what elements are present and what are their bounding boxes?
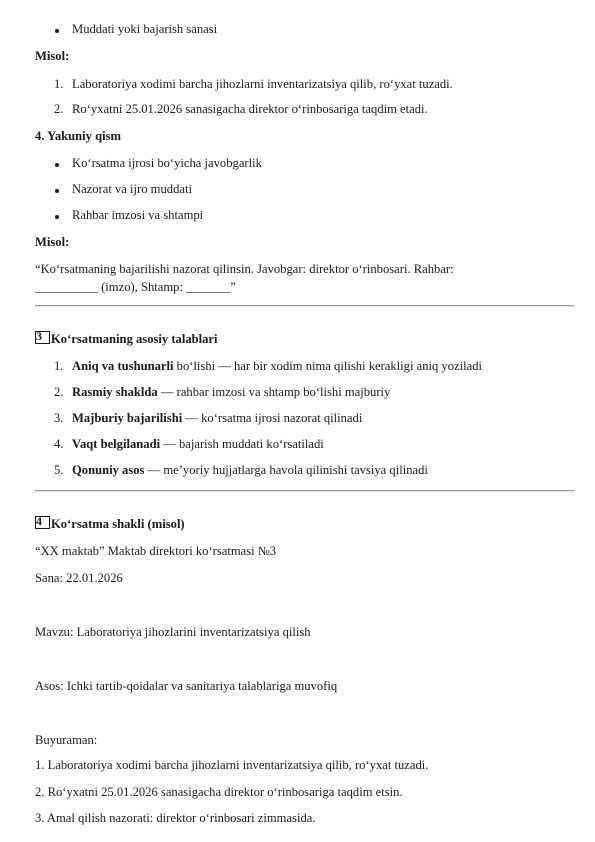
section-heading xyxy=(35,516,185,533)
list-number: 2. xyxy=(54,385,64,399)
list-item: Rasmiy shaklda — rahbar imzosi va shtamp bo‘lishi majburiy xyxy=(72,385,391,399)
list-number: 2. xyxy=(54,102,64,116)
order-item: 3. Amal qilish nazorati: direktor o‘rinbosari zimmasida. xyxy=(35,811,316,825)
list-number: 4. xyxy=(54,437,64,451)
order-label: Buyuraman: xyxy=(35,733,98,747)
bullet-marker xyxy=(55,29,59,33)
horizontal-divider xyxy=(35,305,574,307)
order-item: 1. Laboratoriya xodimi barcha jihozlarni inventarizatsiya qilib, ro‘yxat tuzadi. xyxy=(35,758,429,772)
list-item: Ro‘yxatni 25.01.2026 sanasigacha direktor o‘rinbosariga taqdim etadi. xyxy=(72,102,428,116)
org-line: “XX maktab” Maktab direktori ko‘rsatmasi №3 xyxy=(35,544,277,558)
section-heading xyxy=(35,331,218,348)
list-item: Muddati yoki bajarish sanasi xyxy=(72,22,218,36)
order-item: 2. Ro‘yxatni 25.01.2026 sanasigacha direktor o‘rinbosariga taqdim etsin. xyxy=(35,785,403,799)
keycap-four-icon: 4 xyxy=(35,516,50,529)
example-text: “Ko‘rsatmaning bajarilishi nazorat qilinsin. Javobgar: direktor o‘rinbosari. Rahbar: xyxy=(35,262,454,276)
list-item: Rahbar imzosi va shtampi xyxy=(72,208,204,222)
list-number: 3. xyxy=(54,411,64,425)
section-heading-text: Ko‘rsatma shakli (misol) xyxy=(51,517,185,531)
list-number: 1. xyxy=(54,77,64,91)
list-item: Laboratoriya xodimi barcha jihozlarni inventarizatsiya qilib, ro‘yxat tuzadi. xyxy=(72,77,453,91)
section-heading-text: Ko‘rsatmaning asosiy talablari xyxy=(51,332,218,346)
bullet-marker xyxy=(55,189,59,193)
list-item: Qonuniy asos — me’yoriy hujjatlarga havola qilinishi tavsiya qilinadi xyxy=(72,463,428,477)
example-text: __________ (imzo), Shtamp: _______” xyxy=(35,280,236,294)
list-item: Nazorat va ijro muddati xyxy=(72,182,192,196)
bullet-marker xyxy=(55,215,59,219)
horizontal-divider xyxy=(35,490,574,492)
example-label: Misol: xyxy=(35,49,70,63)
basis-line: Asos: Ichki tartib-qoidalar va sanitariya talablariga muvofiq xyxy=(35,679,338,693)
section-heading: 4. Yakuniy qism xyxy=(35,129,121,143)
list-number: 5. xyxy=(54,463,64,477)
list-item: Aniq va tushunarli bo‘lishi — har bir xodim nima qilishi kerakligi aniq yoziladi xyxy=(72,359,482,373)
date-line: Sana: 22.01.2026 xyxy=(35,571,123,585)
list-item: Ko‘rsatma ijrosi bo‘yicha javobgarlik xyxy=(72,156,262,170)
subject-line: Mavzu: Laboratoriya jihozlarini inventarizatsiya qilish xyxy=(35,625,311,639)
bullet-marker xyxy=(55,163,59,167)
example-label: Misol: xyxy=(35,235,70,249)
list-number: 1. xyxy=(54,359,64,373)
keycap-three-icon: 3 xyxy=(35,331,50,344)
list-item: Majburiy bajarilishi — ko‘rsatma ijrosi nazorat qilinadi xyxy=(72,411,363,425)
list-item: Vaqt belgilanadi — bajarish muddati ko‘rsatiladi xyxy=(72,437,324,451)
